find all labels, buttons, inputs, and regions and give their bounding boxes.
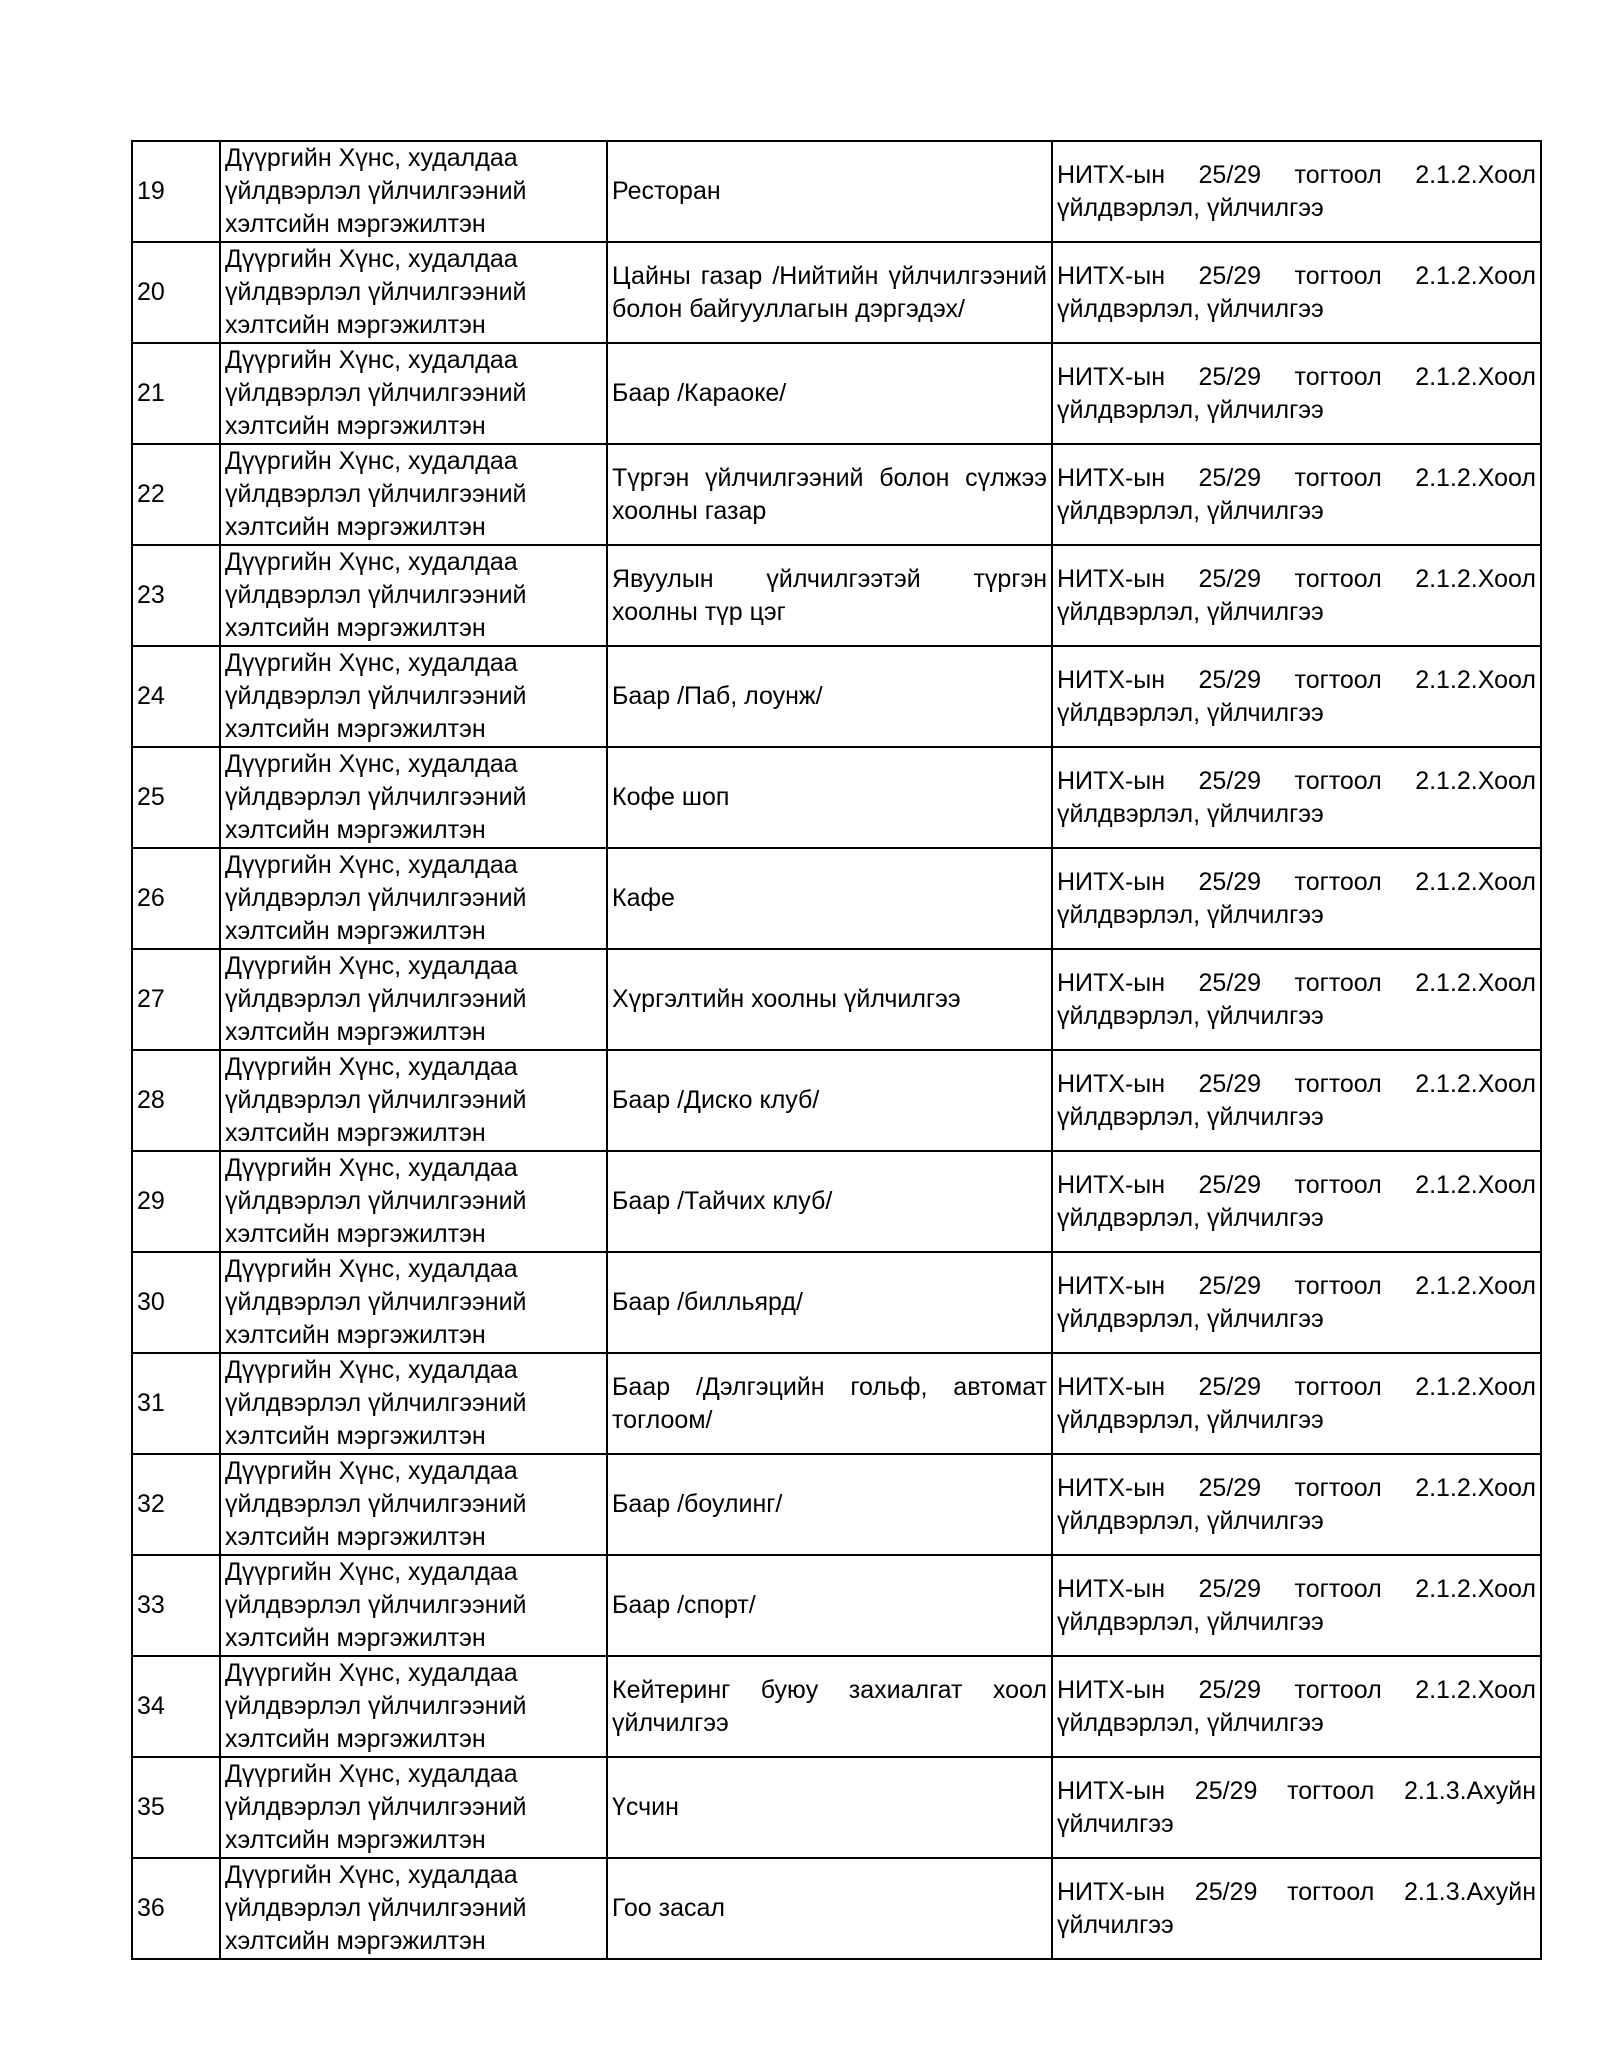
responsible-specialist: Дүүргийн Хүнс, худалдаа үйлдвэрлэл үйлчилгээний хэлтсийн мэргэжилтэн	[220, 444, 607, 545]
table-row	[132, 1858, 1541, 1959]
table-row	[132, 1353, 1541, 1454]
row-number: 26	[132, 848, 220, 949]
regulation-reference: НИТХ-ын 25/29 тогтоол 2.1.2.Хоол үйлдвэрлэл, үйлчилгээ	[1052, 1353, 1541, 1454]
table-row	[132, 1151, 1541, 1252]
row-number: 22	[132, 444, 220, 545]
table-row	[132, 242, 1541, 343]
responsible-specialist: Дүүргийн Хүнс, худалдаа үйлдвэрлэл үйлчилгээний хэлтсийн мэргэжилтэн	[220, 1353, 607, 1454]
regulation-reference: НИТХ-ын 25/29 тогтоол 2.1.2.Хоол үйлдвэрлэл, үйлчилгээ	[1052, 1151, 1541, 1252]
responsible-specialist: Дүүргийн Хүнс, худалдаа үйлдвэрлэл үйлчилгээний хэлтсийн мэргэжилтэн	[220, 1555, 607, 1656]
table-row	[132, 1454, 1541, 1555]
row-number: 29	[132, 1151, 220, 1252]
regulation-reference: НИТХ-ын 25/29 тогтоол 2.1.3.Ахуйн үйлчилгээ	[1052, 1757, 1541, 1858]
business-type: Явуулын үйлчилгээтэй түргэн хоолны түр цэг	[607, 545, 1052, 646]
responsible-specialist: Дүүргийн Хүнс, худалдаа үйлдвэрлэл үйлчилгээний хэлтсийн мэргэжилтэн	[220, 242, 607, 343]
row-number: 28	[132, 1050, 220, 1151]
table-row	[132, 949, 1541, 1050]
table-row	[132, 545, 1541, 646]
row-number: 34	[132, 1656, 220, 1757]
business-type: Баар /Паб, лоунж/	[607, 646, 1052, 747]
business-type: Баар /Диско клуб/	[607, 1050, 1052, 1151]
responsible-specialist: Дүүргийн Хүнс, худалдаа үйлдвэрлэл үйлчилгээний хэлтсийн мэргэжилтэн	[220, 747, 607, 848]
business-type: Баар /спорт/	[607, 1555, 1052, 1656]
business-type: Гоо засал	[607, 1858, 1052, 1959]
business-type: Хүргэлтийн хоолны үйлчилгээ	[607, 949, 1052, 1050]
responsible-specialist: Дүүргийн Хүнс, худалдаа үйлдвэрлэл үйлчилгээний хэлтсийн мэргэжилтэн	[220, 1858, 607, 1959]
responsible-specialist: Дүүргийн Хүнс, худалдаа үйлдвэрлэл үйлчилгээний хэлтсийн мэргэжилтэн	[220, 1252, 607, 1353]
row-number: 36	[132, 1858, 220, 1959]
row-number: 24	[132, 646, 220, 747]
table-row	[132, 1555, 1541, 1656]
row-number: 30	[132, 1252, 220, 1353]
responsible-specialist: Дүүргийн Хүнс, худалдаа үйлдвэрлэл үйлчилгээний хэлтсийн мэргэжилтэн	[220, 1050, 607, 1151]
regulation-reference: НИТХ-ын 25/29 тогтоол 2.1.2.Хоол үйлдвэрлэл, үйлчилгээ	[1052, 141, 1541, 242]
responsible-specialist: Дүүргийн Хүнс, худалдаа үйлдвэрлэл үйлчилгээний хэлтсийн мэргэжилтэн	[220, 343, 607, 444]
business-type: Кафе	[607, 848, 1052, 949]
table-row	[132, 141, 1541, 242]
business-type: Ресторан	[607, 141, 1052, 242]
table-row	[132, 1050, 1541, 1151]
row-number: 20	[132, 242, 220, 343]
responsible-specialist: Дүүргийн Хүнс, худалдаа үйлдвэрлэл үйлчилгээний хэлтсийн мэргэжилтэн	[220, 1454, 607, 1555]
responsible-specialist: Дүүргийн Хүнс, худалдаа үйлдвэрлэл үйлчилгээний хэлтсийн мэргэжилтэн	[220, 949, 607, 1050]
table-body	[132, 141, 1541, 1959]
responsible-specialist: Дүүргийн Хүнс, худалдаа үйлдвэрлэл үйлчилгээний хэлтсийн мэргэжилтэн	[220, 1656, 607, 1757]
row-number: 25	[132, 747, 220, 848]
regulation-reference: НИТХ-ын 25/29 тогтоол 2.1.2.Хоол үйлдвэрлэл, үйлчилгээ	[1052, 343, 1541, 444]
table-row	[132, 343, 1541, 444]
business-type: Кофе шоп	[607, 747, 1052, 848]
business-type: Баар /боулинг/	[607, 1454, 1052, 1555]
row-number: 33	[132, 1555, 220, 1656]
regulation-reference: НИТХ-ын 25/29 тогтоол 2.1.2.Хоол үйлдвэрлэл, үйлчилгээ	[1052, 1252, 1541, 1353]
row-number: 27	[132, 949, 220, 1050]
table-row	[132, 848, 1541, 949]
regulation-reference: НИТХ-ын 25/29 тогтоол 2.1.2.Хоол үйлдвэрлэл, үйлчилгээ	[1052, 848, 1541, 949]
table-row	[132, 747, 1541, 848]
business-type: Баар /Караоке/	[607, 343, 1052, 444]
table-row	[132, 1252, 1541, 1353]
regulation-reference: НИТХ-ын 25/29 тогтоол 2.1.2.Хоол үйлдвэрлэл, үйлчилгээ	[1052, 444, 1541, 545]
regulation-reference: НИТХ-ын 25/29 тогтоол 2.1.2.Хоол үйлдвэрлэл, үйлчилгээ	[1052, 747, 1541, 848]
regulation-reference: НИТХ-ын 25/29 тогтоол 2.1.2.Хоол үйлдвэрлэл, үйлчилгээ	[1052, 242, 1541, 343]
business-type: Баар /Дэлгэцийн гольф, автомат тоглоом/	[607, 1353, 1052, 1454]
row-number: 19	[132, 141, 220, 242]
responsible-specialist: Дүүргийн Хүнс, худалдаа үйлдвэрлэл үйлчилгээний хэлтсийн мэргэжилтэн	[220, 141, 607, 242]
row-number: 32	[132, 1454, 220, 1555]
row-number: 31	[132, 1353, 220, 1454]
table-row	[132, 1757, 1541, 1858]
responsible-specialist: Дүүргийн Хүнс, худалдаа үйлдвэрлэл үйлчилгээний хэлтсийн мэргэжилтэн	[220, 1151, 607, 1252]
business-type: Баар /Тайчих клуб/	[607, 1151, 1052, 1252]
row-number: 21	[132, 343, 220, 444]
regulation-reference: НИТХ-ын 25/29 тогтоол 2.1.2.Хоол үйлдвэрлэл, үйлчилгээ	[1052, 646, 1541, 747]
responsible-specialist: Дүүргийн Хүнс, худалдаа үйлдвэрлэл үйлчилгээний хэлтсийн мэргэжилтэн	[220, 1757, 607, 1858]
business-type: Кейтеринг буюу захиалгат хоол үйлчилгээ	[607, 1656, 1052, 1757]
business-type: Түргэн үйлчилгээний болон сүлжээ хоолны газар	[607, 444, 1052, 545]
row-number: 23	[132, 545, 220, 646]
responsible-specialist: Дүүргийн Хүнс, худалдаа үйлдвэрлэл үйлчилгээний хэлтсийн мэргэжилтэн	[220, 848, 607, 949]
regulation-table	[131, 140, 1542, 1960]
row-number: 35	[132, 1757, 220, 1858]
regulation-reference: НИТХ-ын 25/29 тогтоол 2.1.2.Хоол үйлдвэрлэл, үйлчилгээ	[1052, 1050, 1541, 1151]
regulation-reference: НИТХ-ын 25/29 тогтоол 2.1.2.Хоол үйлдвэрлэл, үйлчилгээ	[1052, 1454, 1541, 1555]
business-type: Үсчин	[607, 1757, 1052, 1858]
business-type: Цайны газар /Нийтийн үйлчилгээний болон байгууллагын дэргэдэх/	[607, 242, 1052, 343]
table-row	[132, 444, 1541, 545]
table-row	[132, 646, 1541, 747]
business-type: Баар /билльярд/	[607, 1252, 1052, 1353]
responsible-specialist: Дүүргийн Хүнс, худалдаа үйлдвэрлэл үйлчилгээний хэлтсийн мэргэжилтэн	[220, 646, 607, 747]
regulation-reference: НИТХ-ын 25/29 тогтоол 2.1.2.Хоол үйлдвэрлэл, үйлчилгээ	[1052, 949, 1541, 1050]
regulation-reference: НИТХ-ын 25/29 тогтоол 2.1.2.Хоол үйлдвэрлэл, үйлчилгээ	[1052, 1656, 1541, 1757]
regulation-reference: НИТХ-ын 25/29 тогтоол 2.1.2.Хоол үйлдвэрлэл, үйлчилгээ	[1052, 1555, 1541, 1656]
responsible-specialist: Дүүргийн Хүнс, худалдаа үйлдвэрлэл үйлчилгээний хэлтсийн мэргэжилтэн	[220, 545, 607, 646]
regulation-reference: НИТХ-ын 25/29 тогтоол 2.1.2.Хоол үйлдвэрлэл, үйлчилгээ	[1052, 545, 1541, 646]
regulation-reference: НИТХ-ын 25/29 тогтоол 2.1.3.Ахуйн үйлчилгээ	[1052, 1858, 1541, 1959]
table-row	[132, 1656, 1541, 1757]
